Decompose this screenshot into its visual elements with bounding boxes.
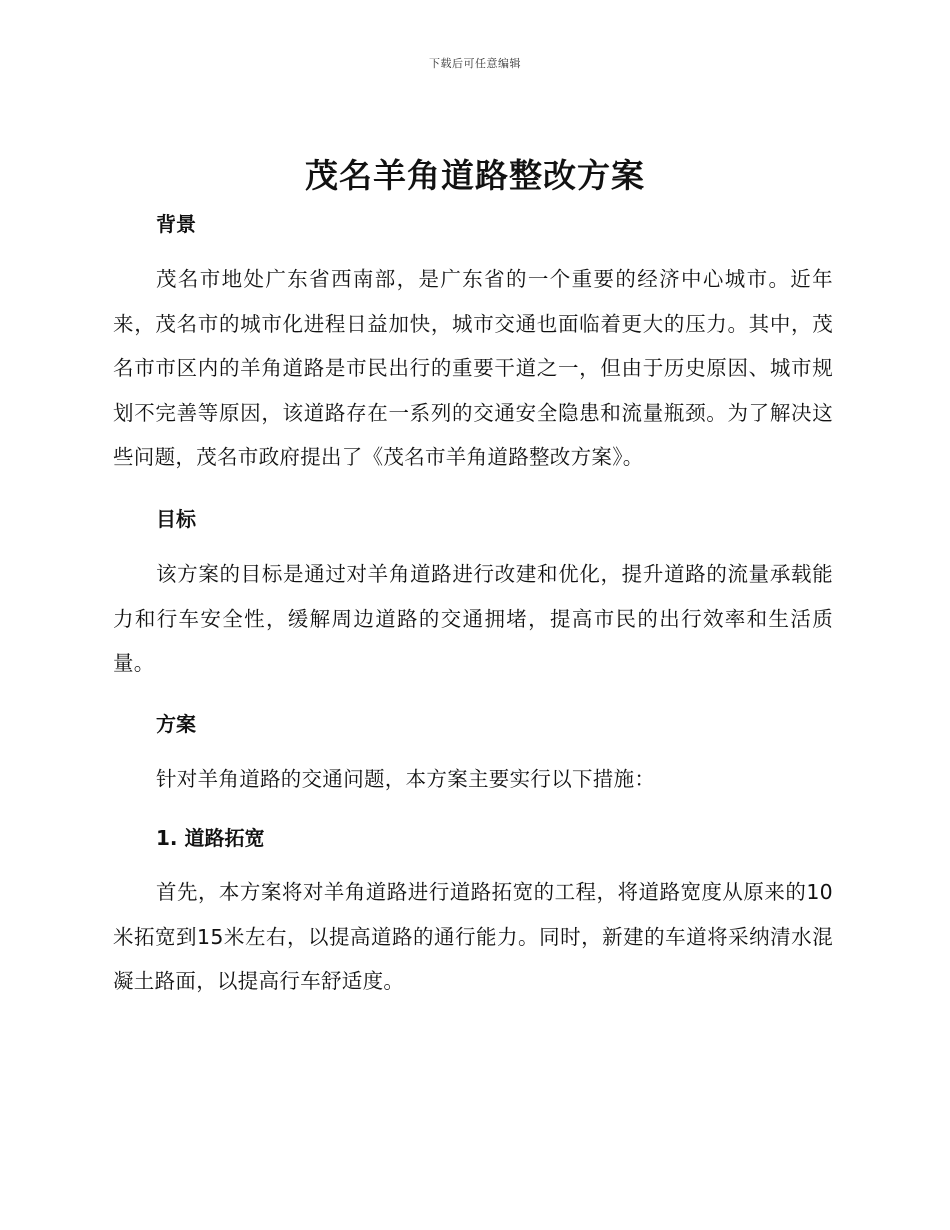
paragraph-goal: 该方案的目标是通过对羊角道路进行改建和优化，提升道路的流量承载能力和行车安全性，缓解周边道路的交通拥堵，提高市民的出行效率和生活质量。 (113, 562, 833, 675)
section-heading-plan: 方案 (156, 712, 196, 736)
page-title: 茂名羊角道路整改方案 (305, 156, 645, 195)
section-heading-goal: 目标 (156, 507, 196, 531)
section-heading-background: 背景 (156, 212, 196, 236)
header-note: 下载后可任意编辑 (429, 57, 521, 70)
section-heading-widening: 1. 道路拓宽 (156, 826, 265, 850)
paragraph-background: 茂名市地处广东省西南部，是广东省的一个重要的经济中心城市。近年来，茂名市的城市化进程日益加快，城市交通也面临着更大的压力。其中，茂名市市区内的羊角道路是市民出行的重要干道之一，但由于历史原因、城市规划不完善等原因，该道路存在一系列的交通安全隐患和流量瓶颈。为了解决这些问题，茂名市政府提出了《茂名市羊角道路整改方案》。 (113, 267, 833, 469)
paragraph-plan: 针对羊角道路的交通问题，本方案主要实行以下措施： (156, 767, 656, 791)
paragraph-widening: 首先，本方案将对羊角道路进行道路拓宽的工程，将道路宽度从原来的10米拓宽到15米左右，以提高道路的通行能力。同时，新建的车道将采纳清水混凝土路面，以提高行车舒适度。 (113, 880, 833, 993)
